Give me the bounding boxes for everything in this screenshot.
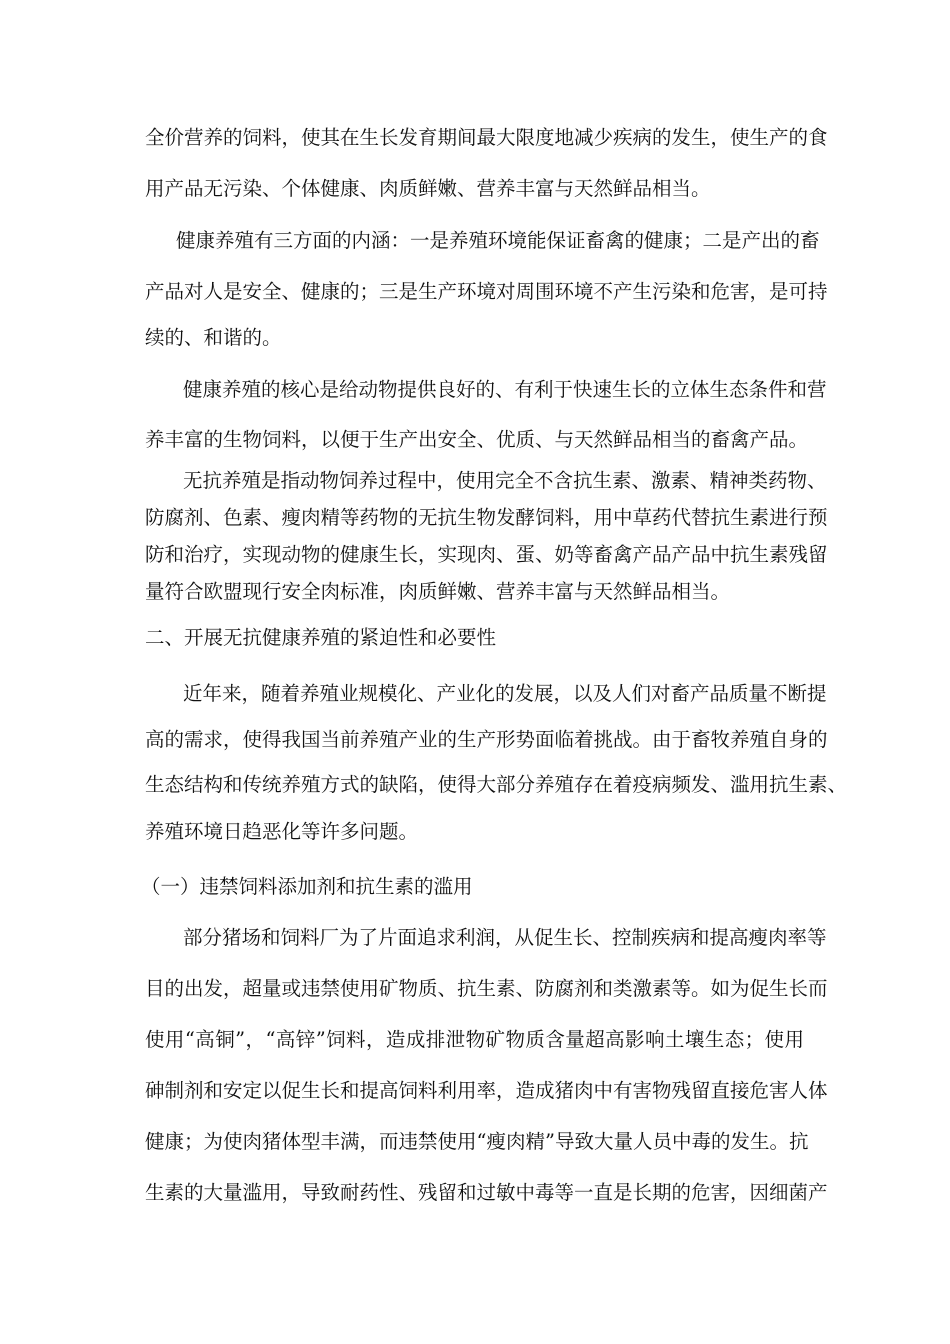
- paragraph-line: 养丰富的生物饲料，以便于生产出安全、优质、与天然鲜品相当的畜禽产品。: [145, 428, 809, 451]
- paragraph-line: 防腐剂、色素、瘦肉精等药物的无抗生物发酵饲料，用中草药代替抗生素进行预: [145, 506, 828, 529]
- paragraph-line: 目的出发，超量或违禁使用矿物质、抗生素、防腐剂和类激素等。如为促生长而: [145, 977, 828, 1000]
- paragraph-line: 续的、和谐的。: [145, 326, 282, 349]
- paragraph-line: 生态结构和传统养殖方式的缺陷，使得大部分养殖存在着疫病频发、滥用抗生素、: [145, 773, 848, 796]
- paragraph-line: 近年来，随着养殖业规模化、产业化的发展，以及人们对畜产品质量不断提: [183, 682, 827, 705]
- paragraph-line: 健康；为使肉猪体型丰满，而违禁使用“瘦肉精”导致大量人员中毒的发生。抗: [145, 1130, 809, 1153]
- paragraph-line: 产品对人是安全、健康的；三是生产环境对周围环境不产生污染和危害，是可持: [145, 280, 828, 303]
- paragraph-line: 用产品无污染、个体健康、肉质鲜嫩、营养丰富与天然鲜品相当。: [145, 177, 711, 200]
- paragraph-line: 部分猪场和饲料厂为了片面追求利润，从促生长、控制疾病和提高瘦肉率等: [183, 926, 827, 949]
- paragraph-line: 养殖环境日趋恶化等许多问题。: [145, 820, 419, 843]
- paragraph-line: 全价营养的饲料，使其在生长发育期间最大限度地减少疾病的发生，使生产的食: [145, 126, 828, 149]
- subsection-heading: （一）违禁饲料添加剂和抗生素的滥用: [141, 875, 473, 898]
- paragraph-line: 生素的大量滥用，导致耐药性、残留和过敏中毒等一直是长期的危害，因细菌产: [145, 1181, 828, 1204]
- paragraph-line: 量符合欧盟现行安全肉标准，肉质鲜嫩、营养丰富与天然鲜品相当。: [145, 580, 731, 603]
- paragraph-line: 使用“高铜”，“高锌”饲料，造成排泄物矿物质含量超高影响土壤生态；使用: [145, 1028, 804, 1051]
- paragraph-line: 高的需求，使得我国当前养殖产业的生产形势面临着挑战。由于畜牧养殖自身的: [145, 728, 828, 751]
- paragraph-line: 健康养殖的核心是给动物提供良好的、有利于快速生长的立体生态条件和营: [183, 378, 827, 401]
- section-heading: 二、开展无抗健康养殖的紧迫性和必要性: [145, 626, 497, 649]
- paragraph-line: 无抗养殖是指动物饲养过程中，使用完全不含抗生素、激素、精神类药物、: [183, 469, 827, 492]
- paragraph-line: 砷制剂和安定以促生长和提高饲料利用率，造成猪肉中有害物残留直接危害人体: [145, 1079, 828, 1102]
- paragraph-line: 健康养殖有三方面的内涵：一是养殖环境能保证畜禽的健康；二是产出的畜: [176, 229, 820, 252]
- paragraph-line: 防和治疗，实现动物的健康生长，实现肉、蛋、奶等畜禽产品产品中抗生素残留: [145, 543, 828, 566]
